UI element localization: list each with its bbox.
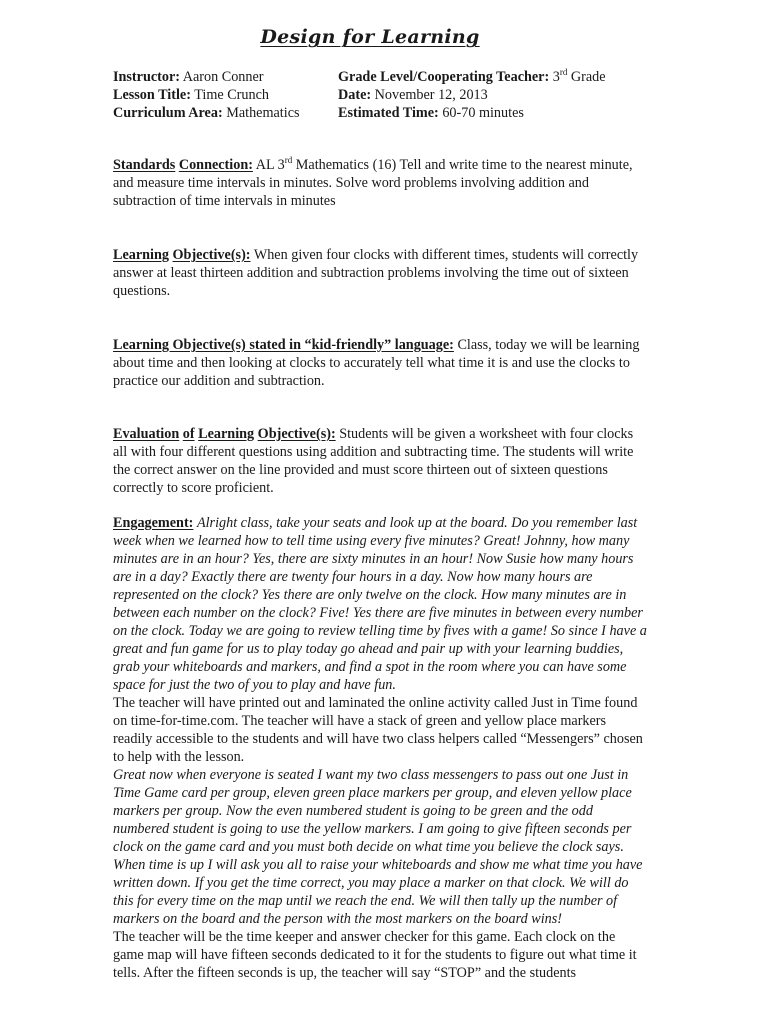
standards-text-sup: rd (284, 155, 293, 165)
objective-heading-a: Learning (113, 247, 169, 263)
lesson-title-label: Lesson Title: (113, 87, 191, 103)
estimated-time-label: Estimated Time: (338, 105, 439, 121)
objective-text: When given four clocks with different times, students will correctly answer at least thirteen addition and subtraction problems involving the time out of sixteen questions. (113, 247, 639, 299)
kid-friendly-text: Class, today we will be learning about time and then looking at clocks to accurately tell what time it is and use the clocks to practice our addition and subtraction. (113, 337, 640, 389)
evaluation-section (113, 425, 648, 497)
lesson-meta (113, 68, 733, 122)
curriculum-value: Mathematics (226, 105, 300, 121)
evaluation-text: Students will be given a worksheet with four clocks all with four different questions using addition and subtracting time. The students will write the correct answer on the line provided and must score thirteen out of sixteen questions correctly to score proficient. (113, 426, 634, 496)
meta-row-1 (113, 68, 733, 86)
kid-friendly-section (113, 336, 648, 390)
meta-row-3 (113, 104, 733, 122)
instructor-value: Aaron Conner (182, 69, 264, 85)
meta-row-2 (113, 86, 733, 104)
lesson-title-value: Time Crunch (194, 87, 269, 103)
estimated-time-value: 60-70 minutes (442, 105, 524, 121)
evaluation-heading-d: Objective(s): (257, 426, 336, 442)
grade-value-suffix: rd (559, 67, 568, 77)
grade-label: Grade Level/Cooperating Teacher: (338, 69, 550, 85)
standards-heading-a: Standards (113, 157, 176, 173)
date-value: November 12, 2013 (374, 87, 488, 103)
standards-text: Mathematics (16) Tell and write time to the nearest minute, and measure time intervals in minutes. Solve word problems involving addition and subtraction of time intervals in minutes (113, 157, 633, 209)
grade-value-rest: Grade (570, 69, 606, 85)
evaluation-heading-a: Evaluation (113, 426, 180, 442)
instructor-label: Instructor: (113, 69, 180, 85)
grade-value-number: 3 (552, 69, 560, 85)
curriculum-label: Curriculum Area: (113, 105, 223, 121)
objective-section (113, 246, 648, 300)
evaluation-heading-c: Learning (198, 426, 255, 442)
engagement-heading: Engagement: (113, 515, 194, 531)
engagement-script-1: Alright class, take your seats and look up at the board. Do you remember last week when we learned how to tell time using every five minutes? Great! Johnny, how many minutes are in an hour? Yes, there are sixty minutes in an hour! Now Susie how many hours are in a day? Exactly there are twenty four hours in a day. Now how many hours are represented on the clock? Yes there are only twelve on the clock. How many minutes are in between each number on the clock? Five! Yes there are five minutes in between every number on the clock. Today we are going to review telling time by fives with a game! So since I have a great and fun game for us to play today go ahead and pair up with your learning buddies, grab your whiteboards and markers, and find a spot in the room where you can have some space for just the two of you to play and have fun. (113, 515, 647, 693)
standards-section (113, 156, 648, 210)
engagement-instructions-1: The teacher will have printed out and laminated the online activity called Just in Time found on time-for-time.com. The teacher will have a stack of green and yellow place markers readily accessible to the students and will have two class helpers called “Messengers” chosen to help with the lesson. (113, 695, 643, 765)
date-label: Date: (338, 87, 372, 103)
engagement-instructions-2: The teacher will be the time keeper and answer checker for this game. Each clock on the game map will have fifteen seconds dedicated to it for the students to figure out what time it tells. After the fifteen seconds is up, the teacher will say “STOP” and the students (113, 929, 637, 981)
standards-heading-b: Connection: (178, 157, 253, 173)
engagement-script-2: Great now when everyone is seated I want my two class messengers to pass out one Just in Time Game card per group, eleven green place markers per group, and eleven yellow place markers per group. Now the even numbered student is going to be green and the odd numbered student is going to use the yellow markers. I am going to give fifteen seconds per clock on the game card and you must both decide on what time you believe the clock says. When time is up I will ask you all to raise your whiteboards and show me what time you have written down. If you get the time correct, you may place a marker on that clock. We will do this for every time on the map until we reach the end. We will then tally up the number of markers on the board and the person with the most markers on the board wins! (113, 767, 643, 927)
standards-text-pre: AL 3 (255, 157, 285, 173)
evaluation-heading-b: of (182, 426, 195, 442)
kid-friendly-heading: Learning Objective(s) stated in “kid-friendly” language: (113, 337, 454, 353)
document-title: Design for Learning (260, 26, 480, 48)
objective-heading-b: Objective(s): (172, 247, 251, 263)
engagement-section (113, 514, 648, 982)
